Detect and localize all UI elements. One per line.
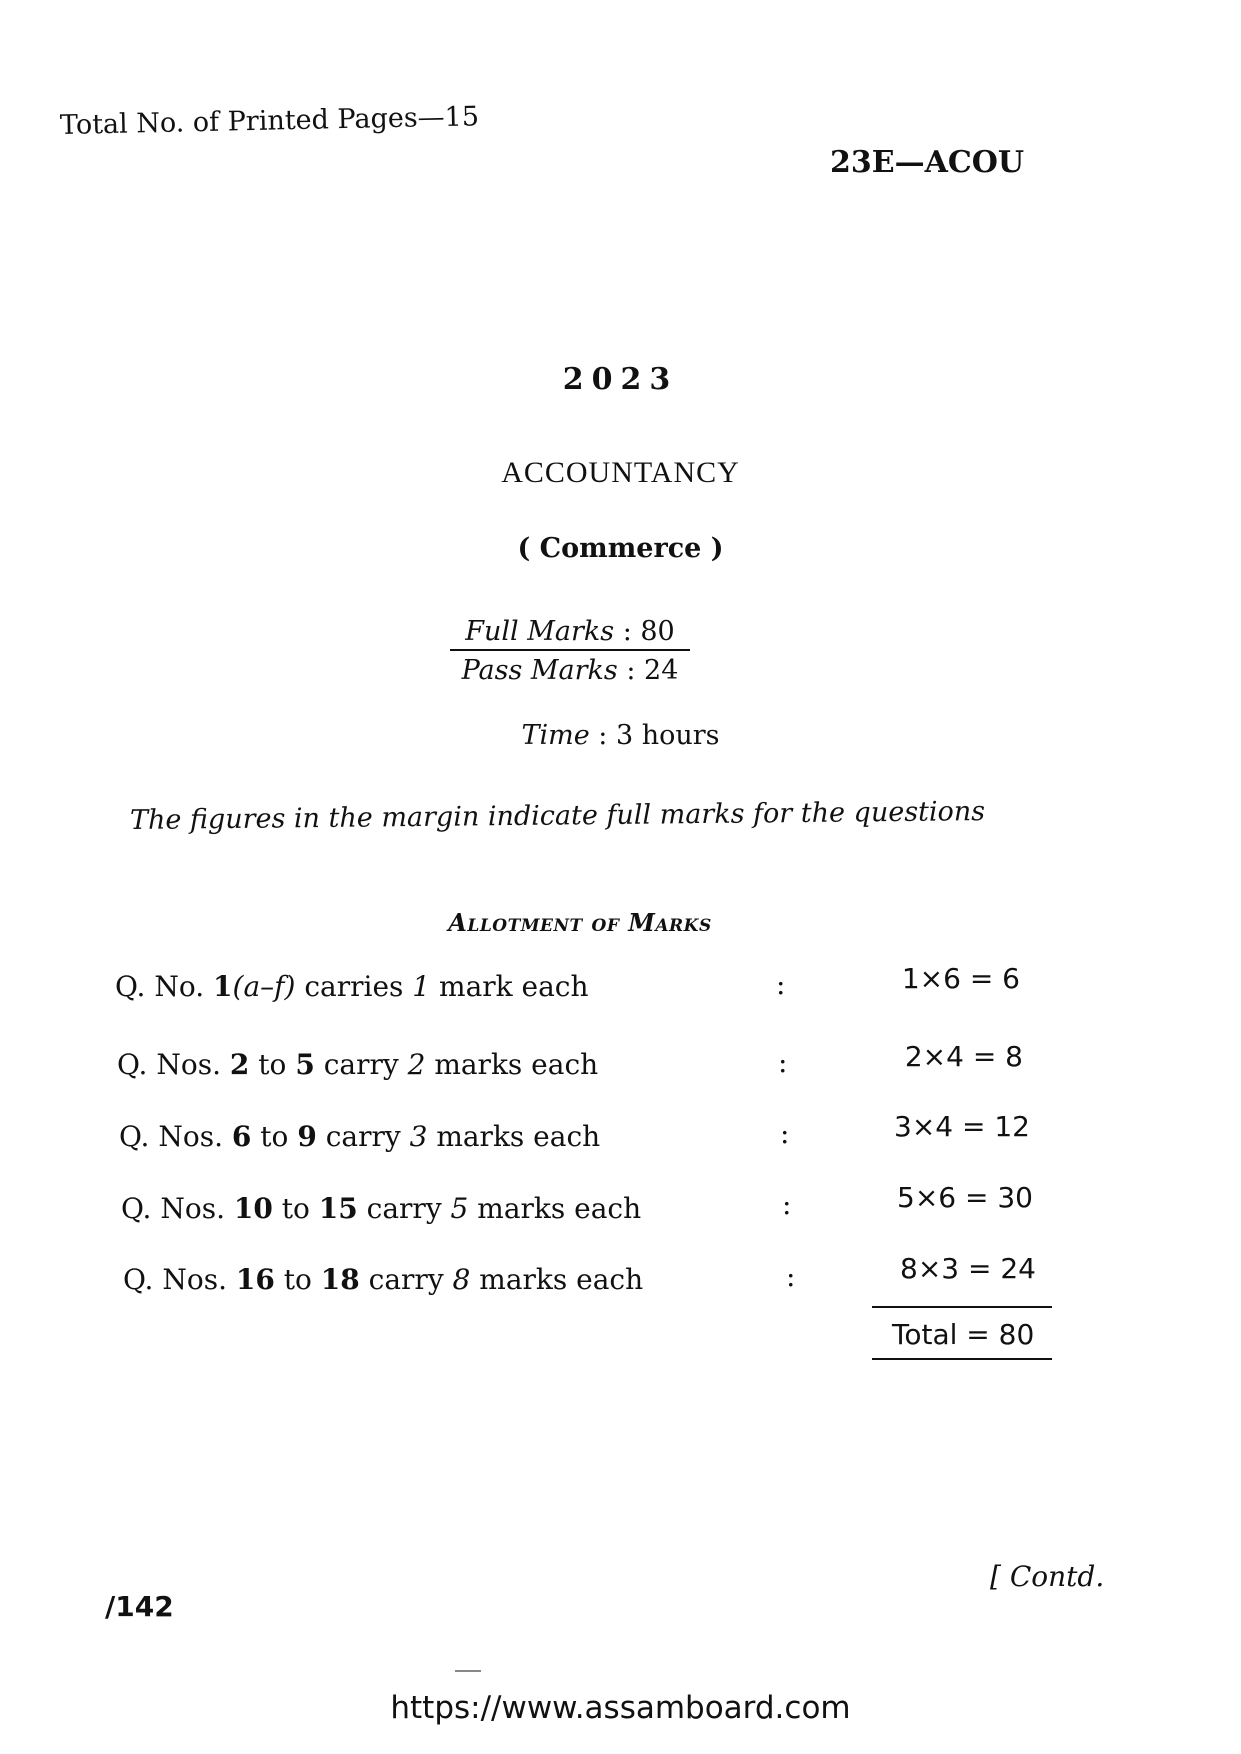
time-label: Time (521, 720, 590, 751)
row-suffix: marks each (479, 1263, 644, 1296)
allotment-row-5-calc: 8×3 = 24 (900, 1252, 1036, 1285)
allotment-row-2-calc: 2×4 = 8 (904, 1040, 1023, 1073)
row-prefix: Q. Nos. (121, 1192, 225, 1225)
allotment-heading: Allotment of Marks (448, 908, 712, 937)
row-q1: 2 (229, 1048, 250, 1081)
exam-stream: ( Commerce ) (517, 533, 724, 564)
exam-year: 2023 (562, 362, 679, 397)
row-q1-sub: (a–f) (232, 970, 296, 1003)
allotment-row-3-calc: 3×4 = 12 (894, 1110, 1030, 1143)
row-q2: 9 (297, 1120, 317, 1153)
row-mid: carry (325, 1120, 401, 1153)
row-mid1: to (283, 1263, 312, 1296)
allotment-row-2-label (117, 1048, 598, 1081)
printed-pages-count: Total No. of Printed Pages—15 (59, 101, 480, 141)
row-count: 1 (412, 970, 431, 1003)
row-mid: carries (304, 970, 404, 1003)
time-value: : 3 hours (598, 720, 720, 751)
full-marks-label: Full Marks (465, 616, 615, 647)
row-prefix: Q. Nos. (119, 1120, 223, 1153)
row-mid: carry (368, 1263, 444, 1296)
row-mid1: to (260, 1120, 289, 1153)
scan-smudge (455, 1670, 481, 1672)
page-code: /142 (105, 1590, 174, 1623)
allotment-row-3-colon: : (780, 1117, 790, 1150)
row-q2: 18 (320, 1263, 360, 1296)
exam-time (0, 720, 1241, 751)
row-q1: 1 (213, 970, 233, 1003)
full-marks-value: : 80 (622, 616, 675, 647)
row-mid1: to (281, 1192, 310, 1225)
allotment-row-5-label (123, 1263, 643, 1296)
allotment-row-1-colon: : (776, 968, 786, 1001)
row-q1: 6 (231, 1120, 252, 1153)
allotment-row-4-colon: : (782, 1188, 792, 1221)
allotment-row-5-colon: : (786, 1260, 796, 1293)
instruction-text: The figures in the margin indicate full marks for the questions (129, 796, 986, 836)
allotment-row-4-label (121, 1192, 641, 1225)
row-mid: carry (366, 1192, 442, 1225)
allotment-row-2-colon: : (778, 1046, 788, 1079)
exam-subject: ACCOUNTANCY (501, 456, 740, 489)
contd-marker: [ Contd. (990, 1560, 1105, 1593)
pass-marks-label: Pass Marks (461, 655, 618, 686)
row-prefix: Q. Nos. (117, 1048, 221, 1081)
allotment-total: Total = 80 (892, 1318, 1035, 1351)
row-mid1: to (258, 1048, 287, 1081)
pass-marks (450, 651, 690, 686)
pass-marks-value: : 24 (626, 655, 679, 686)
marks-block (450, 616, 690, 686)
row-count: 2 (407, 1048, 426, 1081)
row-suffix: marks each (477, 1192, 642, 1225)
row-mid: carry (323, 1048, 399, 1081)
total-top-rule (872, 1306, 1052, 1308)
row-q2: 15 (318, 1192, 358, 1225)
row-prefix: Q. No. (115, 970, 205, 1003)
row-prefix: Q. Nos. (123, 1263, 227, 1296)
row-count: 5 (450, 1192, 469, 1225)
allotment-row-1-calc: 1×6 = 6 (901, 962, 1020, 995)
row-suffix: marks each (434, 1048, 599, 1081)
full-marks (450, 616, 690, 651)
row-count: 8 (452, 1263, 471, 1296)
row-count: 3 (409, 1120, 428, 1153)
paper-code: 23E—ACOU (830, 145, 1025, 180)
allotment-row-3-label (119, 1120, 600, 1153)
row-suffix: marks each (436, 1120, 601, 1153)
row-q1: 16 (235, 1263, 275, 1296)
allotment-row-4-calc: 5×6 = 30 (897, 1181, 1033, 1214)
footer-url: https://www.assamboard.com (390, 1690, 851, 1726)
row-q2: 5 (295, 1048, 315, 1081)
row-q1: 10 (233, 1192, 273, 1225)
row-suffix: mark each (439, 970, 589, 1003)
total-bottom-rule (872, 1358, 1052, 1360)
allotment-row-1-label (115, 970, 589, 1003)
